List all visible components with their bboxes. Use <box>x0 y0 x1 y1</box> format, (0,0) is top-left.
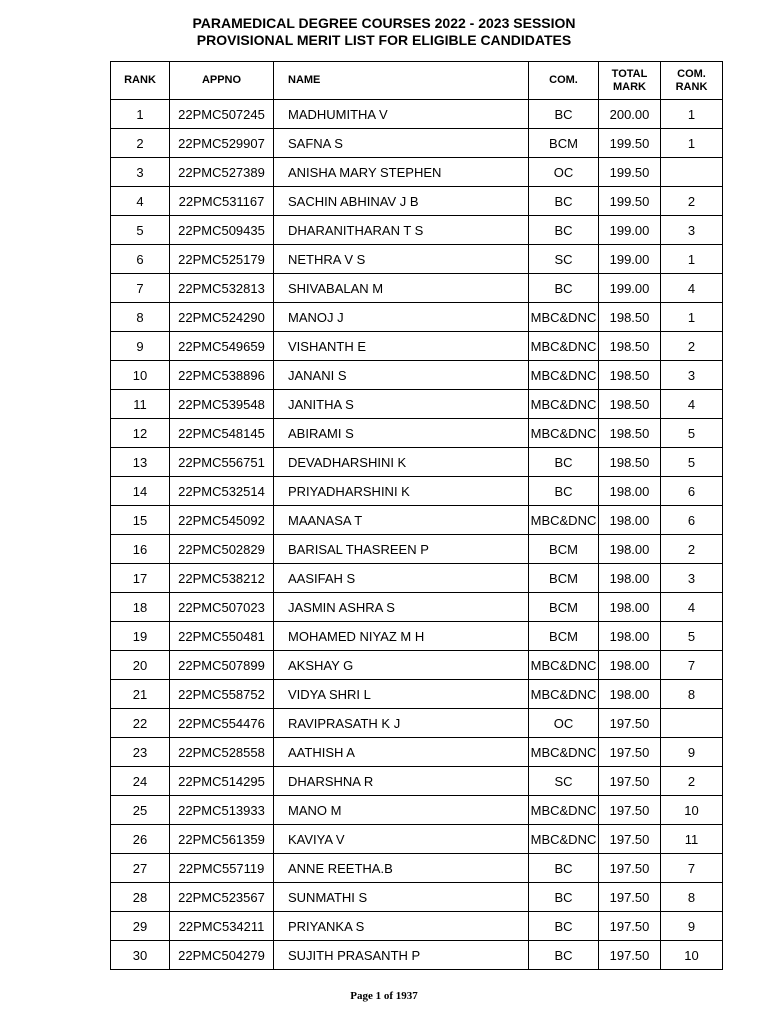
cell-total-mark: 197.50 <box>599 767 661 796</box>
total-mark-label-line1: TOTAL <box>611 67 648 80</box>
cell-total-mark: 197.50 <box>599 941 661 970</box>
cell-rank: 23 <box>111 738 170 767</box>
cell-rank: 19 <box>111 622 170 651</box>
cell-rank: 16 <box>111 535 170 564</box>
table-row <box>111 332 723 361</box>
cell-rank: 24 <box>111 767 170 796</box>
cell-community-rank: 1 <box>661 100 723 129</box>
cell-community: OC <box>529 709 599 738</box>
cell-community-rank: 2 <box>661 535 723 564</box>
cell-total-mark: 199.00 <box>599 245 661 274</box>
cell-community-rank: 10 <box>661 796 723 825</box>
table-row <box>111 912 723 941</box>
cell-total-mark: 198.50 <box>599 303 661 332</box>
cell-name: AASIFAH S <box>274 564 529 593</box>
cell-name: MANO M <box>274 796 529 825</box>
cell-community: BCM <box>529 564 599 593</box>
cell-name: PRIYANKA S <box>274 912 529 941</box>
table-row <box>111 709 723 738</box>
column-header-community-rank <box>661 62 723 100</box>
cell-community: BC <box>529 941 599 970</box>
cell-community-rank: 8 <box>661 883 723 912</box>
cell-community-rank: 9 <box>661 912 723 941</box>
table-row <box>111 767 723 796</box>
cell-community-rank <box>661 158 723 187</box>
cell-community-rank: 1 <box>661 129 723 158</box>
cell-appno: 22PMC532514 <box>170 477 274 506</box>
cell-name: JANITHA S <box>274 390 529 419</box>
cell-community-rank: 7 <box>661 854 723 883</box>
cell-name: MADHUMITHA V <box>274 100 529 129</box>
cell-appno: 22PMC527389 <box>170 158 274 187</box>
cell-total-mark: 199.00 <box>599 216 661 245</box>
cell-community: OC <box>529 158 599 187</box>
cell-total-mark: 198.00 <box>599 535 661 564</box>
cell-community-rank: 6 <box>661 477 723 506</box>
cell-community-rank: 2 <box>661 767 723 796</box>
cell-rank: 21 <box>111 680 170 709</box>
table-row <box>111 158 723 187</box>
table-row <box>111 854 723 883</box>
cell-appno: 22PMC532813 <box>170 274 274 303</box>
cell-appno: 22PMC558752 <box>170 680 274 709</box>
table-row <box>111 535 723 564</box>
cell-community-rank: 4 <box>661 274 723 303</box>
cell-rank: 9 <box>111 332 170 361</box>
table-row <box>111 274 723 303</box>
cell-name: VIDYA SHRI L <box>274 680 529 709</box>
cell-community-rank: 3 <box>661 361 723 390</box>
column-header-name: NAME <box>274 62 529 100</box>
cell-total-mark: 198.50 <box>599 361 661 390</box>
cell-appno: 22PMC528558 <box>170 738 274 767</box>
cell-appno: 22PMC534211 <box>170 912 274 941</box>
cell-name: BARISAL THASREEN P <box>274 535 529 564</box>
cell-total-mark: 198.00 <box>599 680 661 709</box>
cell-community: BCM <box>529 535 599 564</box>
cell-community: MBC&DNC <box>529 419 599 448</box>
table-row <box>111 564 723 593</box>
table-row <box>111 390 723 419</box>
cell-appno: 22PMC514295 <box>170 767 274 796</box>
table-row <box>111 100 723 129</box>
cell-appno: 22PMC548145 <box>170 419 274 448</box>
cell-appno: 22PMC549659 <box>170 332 274 361</box>
cell-rank: 6 <box>111 245 170 274</box>
column-header-community: COM. <box>529 62 599 100</box>
cell-appno: 22PMC556751 <box>170 448 274 477</box>
table-row <box>111 129 723 158</box>
cell-total-mark: 199.00 <box>599 274 661 303</box>
cell-name: MANOJ J <box>274 303 529 332</box>
cell-name: DEVADHARSHINI K <box>274 448 529 477</box>
cell-name: ABIRAMI S <box>274 419 529 448</box>
cell-total-mark: 197.50 <box>599 709 661 738</box>
cell-community: MBC&DNC <box>529 651 599 680</box>
cell-rank: 8 <box>111 303 170 332</box>
cell-name: ANNE REETHA.B <box>274 854 529 883</box>
table-row <box>111 680 723 709</box>
table-row <box>111 477 723 506</box>
cell-total-mark: 198.50 <box>599 332 661 361</box>
cell-appno: 22PMC507899 <box>170 651 274 680</box>
cell-community-rank: 1 <box>661 245 723 274</box>
cell-rank: 29 <box>111 912 170 941</box>
cell-appno: 22PMC529907 <box>170 129 274 158</box>
cell-community-rank: 5 <box>661 448 723 477</box>
table-row <box>111 448 723 477</box>
cell-appno: 22PMC550481 <box>170 622 274 651</box>
cell-rank: 2 <box>111 129 170 158</box>
table-row <box>111 361 723 390</box>
cell-total-mark: 200.00 <box>599 100 661 129</box>
cell-total-mark: 198.00 <box>599 622 661 651</box>
cell-appno: 22PMC507245 <box>170 100 274 129</box>
cell-total-mark: 199.50 <box>599 129 661 158</box>
cell-rank: 5 <box>111 216 170 245</box>
cell-community: BC <box>529 854 599 883</box>
cell-community-rank <box>661 709 723 738</box>
cell-community: BC <box>529 187 599 216</box>
com-rank-label-line2: RANK <box>675 80 708 93</box>
cell-name: DHARSHNA R <box>274 767 529 796</box>
column-header-rank: RANK <box>111 62 170 100</box>
cell-name: RAVIPRASATH K J <box>274 709 529 738</box>
cell-appno: 22PMC545092 <box>170 506 274 535</box>
cell-total-mark: 198.00 <box>599 506 661 535</box>
table-row <box>111 622 723 651</box>
cell-name: SUNMATHI S <box>274 883 529 912</box>
com-rank-label-line1: COM. <box>677 67 706 80</box>
cell-total-mark: 197.50 <box>599 912 661 941</box>
cell-name: AKSHAY G <box>274 651 529 680</box>
cell-appno: 22PMC538896 <box>170 361 274 390</box>
cell-rank: 28 <box>111 883 170 912</box>
cell-appno: 22PMC509435 <box>170 216 274 245</box>
cell-name: MAANASA T <box>274 506 529 535</box>
cell-community: BCM <box>529 129 599 158</box>
cell-community: BC <box>529 448 599 477</box>
cell-appno: 22PMC525179 <box>170 245 274 274</box>
cell-total-mark: 198.00 <box>599 564 661 593</box>
cell-rank: 13 <box>111 448 170 477</box>
document-subtitle: PROVISIONAL MERIT LIST FOR ELIGIBLE CANDIDATES <box>196 32 572 48</box>
cell-community: MBC&DNC <box>529 825 599 854</box>
cell-community-rank: 3 <box>661 564 723 593</box>
cell-community: BCM <box>529 622 599 651</box>
cell-rank: 30 <box>111 941 170 970</box>
cell-name: JASMIN ASHRA S <box>274 593 529 622</box>
cell-appno: 22PMC523567 <box>170 883 274 912</box>
cell-name: KAVIYA V <box>274 825 529 854</box>
table-row <box>111 651 723 680</box>
cell-name: NETHRA V S <box>274 245 529 274</box>
cell-appno: 22PMC504279 <box>170 941 274 970</box>
cell-appno: 22PMC557119 <box>170 854 274 883</box>
cell-community: BC <box>529 912 599 941</box>
cell-rank: 26 <box>111 825 170 854</box>
page-number: Page 1 of 1937 <box>350 990 418 1002</box>
cell-rank: 22 <box>111 709 170 738</box>
cell-community: BCM <box>529 593 599 622</box>
cell-total-mark: 199.50 <box>599 187 661 216</box>
cell-total-mark: 197.50 <box>599 854 661 883</box>
table-row <box>111 187 723 216</box>
document-title: PARAMEDICAL DEGREE COURSES 2022 - 2023 SESSION <box>192 15 576 31</box>
cell-total-mark: 198.50 <box>599 448 661 477</box>
cell-community-rank: 4 <box>661 390 723 419</box>
cell-appno: 22PMC561359 <box>170 825 274 854</box>
cell-community-rank: 2 <box>661 332 723 361</box>
cell-total-mark: 198.50 <box>599 390 661 419</box>
cell-community: MBC&DNC <box>529 796 599 825</box>
cell-appno: 22PMC502829 <box>170 535 274 564</box>
table-header-row <box>111 62 723 100</box>
cell-appno: 22PMC507023 <box>170 593 274 622</box>
cell-name: VISHANTH E <box>274 332 529 361</box>
cell-total-mark: 197.50 <box>599 738 661 767</box>
cell-total-mark: 198.00 <box>599 651 661 680</box>
table-row <box>111 506 723 535</box>
cell-rank: 7 <box>111 274 170 303</box>
table-row <box>111 245 723 274</box>
cell-community: MBC&DNC <box>529 680 599 709</box>
cell-total-mark: 198.00 <box>599 477 661 506</box>
cell-appno: 22PMC513933 <box>170 796 274 825</box>
cell-community: SC <box>529 767 599 796</box>
cell-community: MBC&DNC <box>529 361 599 390</box>
cell-community-rank: 4 <box>661 593 723 622</box>
table-row <box>111 419 723 448</box>
cell-rank: 20 <box>111 651 170 680</box>
cell-community: BC <box>529 100 599 129</box>
total-mark-label-line2: MARK <box>613 80 646 93</box>
cell-community: MBC&DNC <box>529 303 599 332</box>
cell-rank: 4 <box>111 187 170 216</box>
cell-community: MBC&DNC <box>529 332 599 361</box>
cell-rank: 25 <box>111 796 170 825</box>
cell-appno: 22PMC539548 <box>170 390 274 419</box>
table-row <box>111 593 723 622</box>
table-row <box>111 941 723 970</box>
cell-appno: 22PMC531167 <box>170 187 274 216</box>
cell-community-rank: 9 <box>661 738 723 767</box>
column-header-appno: APPNO <box>170 62 274 100</box>
cell-community: MBC&DNC <box>529 390 599 419</box>
cell-rank: 10 <box>111 361 170 390</box>
cell-community-rank: 8 <box>661 680 723 709</box>
cell-rank: 18 <box>111 593 170 622</box>
cell-rank: 14 <box>111 477 170 506</box>
cell-community-rank: 5 <box>661 419 723 448</box>
cell-total-mark: 197.50 <box>599 883 661 912</box>
cell-community: MBC&DNC <box>529 506 599 535</box>
cell-total-mark: 198.50 <box>599 419 661 448</box>
table-body <box>111 100 723 970</box>
cell-rank: 12 <box>111 419 170 448</box>
cell-community: SC <box>529 245 599 274</box>
cell-appno: 22PMC524290 <box>170 303 274 332</box>
cell-appno: 22PMC538212 <box>170 564 274 593</box>
cell-name: SACHIN ABHINAV J B <box>274 187 529 216</box>
cell-community: BC <box>529 274 599 303</box>
cell-rank: 27 <box>111 854 170 883</box>
cell-name: MOHAMED NIYAZ M H <box>274 622 529 651</box>
cell-community-rank: 1 <box>661 303 723 332</box>
cell-community: BC <box>529 883 599 912</box>
table-row <box>111 216 723 245</box>
table-row <box>111 825 723 854</box>
cell-community: BC <box>529 216 599 245</box>
table-row <box>111 796 723 825</box>
cell-rank: 17 <box>111 564 170 593</box>
cell-name: SHIVABALAN M <box>274 274 529 303</box>
cell-name: SUJITH PRASANTH P <box>274 941 529 970</box>
cell-community-rank: 2 <box>661 187 723 216</box>
cell-community-rank: 3 <box>661 216 723 245</box>
table-row <box>111 883 723 912</box>
cell-rank: 11 <box>111 390 170 419</box>
cell-total-mark: 197.50 <box>599 825 661 854</box>
cell-name: PRIYADHARSHINI K <box>274 477 529 506</box>
cell-community: MBC&DNC <box>529 738 599 767</box>
cell-total-mark: 199.50 <box>599 158 661 187</box>
cell-community: BC <box>529 477 599 506</box>
cell-rank: 15 <box>111 506 170 535</box>
cell-total-mark: 198.00 <box>599 593 661 622</box>
cell-appno: 22PMC554476 <box>170 709 274 738</box>
cell-rank: 3 <box>111 158 170 187</box>
cell-rank: 1 <box>111 100 170 129</box>
cell-name: AATHISH A <box>274 738 529 767</box>
column-header-total-mark <box>599 62 661 100</box>
cell-community-rank: 10 <box>661 941 723 970</box>
cell-community-rank: 5 <box>661 622 723 651</box>
cell-name: JANANI S <box>274 361 529 390</box>
cell-total-mark: 197.50 <box>599 796 661 825</box>
table-row <box>111 303 723 332</box>
cell-community-rank: 7 <box>661 651 723 680</box>
cell-name: ANISHA MARY STEPHEN <box>274 158 529 187</box>
cell-community-rank: 11 <box>661 825 723 854</box>
cell-community-rank: 6 <box>661 506 723 535</box>
cell-name: SAFNA S <box>274 129 529 158</box>
cell-name: DHARANITHARAN T S <box>274 216 529 245</box>
table-row <box>111 738 723 767</box>
merit-list-table <box>110 61 723 970</box>
